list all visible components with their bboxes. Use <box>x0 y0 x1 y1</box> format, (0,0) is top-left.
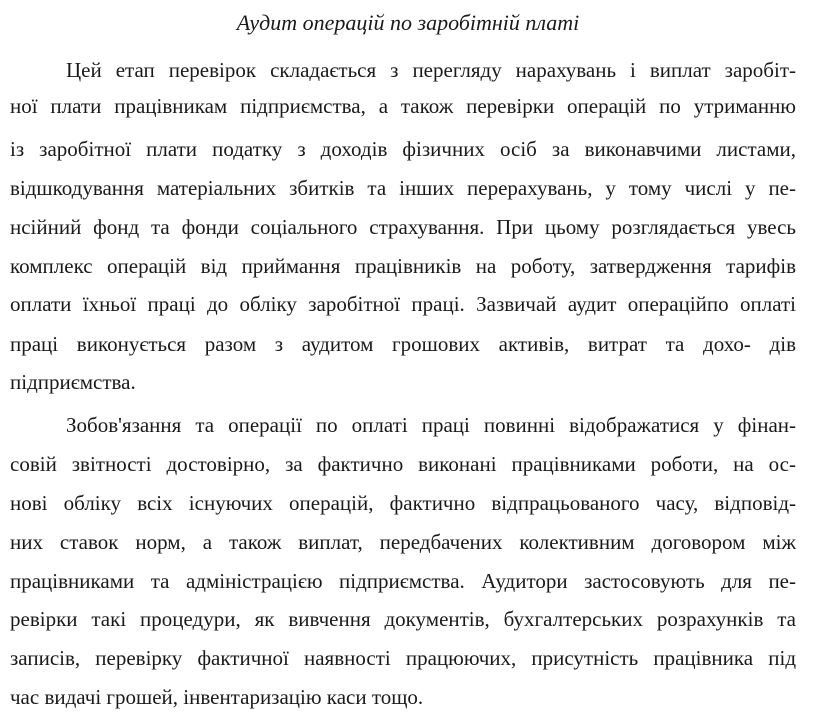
paragraph-2-line-5: працівниками та адміністрацією підприємства. Аудитори застосовують для пе- <box>10 569 796 593</box>
document-title: Аудит операцій по заробітній платі <box>236 10 580 35</box>
paragraph-1-line-1: Цей етап перевірок складається з перегляду нарахувань і виплат заробіт- <box>66 58 796 82</box>
paragraph-1-line-4: відшкодування матеріальних збитків та інших перерахувань, у тому числі у пе- <box>10 176 796 200</box>
paragraph-2-line-3: нові обліку всіх існуючих операцій, фактично відпрацьованого часу, відповід- <box>10 491 796 515</box>
paragraph-1-line-9: підприємства. <box>10 370 136 394</box>
paragraph-2-line-1: Зобов'язання та операції по оплаті праці повинні відображатися у фінан- <box>66 413 796 437</box>
paragraph-2-line-7: записів, перевірку фактичної наявності працюючих, присутність працівника під <box>10 646 796 670</box>
paragraph-1-line-7: оплати їхньої праці до обліку заробітної праці. Зазвичай аудит операційпо оплаті <box>10 292 796 316</box>
paragraph-2-line-4: них ставок норм, а також виплат, передбачених колективним договором між <box>10 530 796 554</box>
paragraph-2-line-8: час видачі грошей, інвентаризацію каси тощо. <box>10 685 424 709</box>
paragraph-2-line-6: ревірки такі процедури, як вивчення документів, бухгалтерських розрахунків та <box>10 607 796 631</box>
paragraph-1-line-2: ної плати працівникам підприємства, а також перевірки операцій по утриманню <box>10 94 796 118</box>
paragraph-2-line-2: совій звітності достовірно, за фактично виконані працівниками роботи, на ос- <box>10 452 796 476</box>
paragraph-1-line-6: комплекс операцій від приймання працівників на роботу, затвердження тарифів <box>10 254 796 278</box>
paragraph-1-line-3: із заробітної плати податку з доходів фізичних осіб за виконавчими листами, <box>10 137 796 161</box>
paragraph-1-line-8: праці виконується разом з аудитом грошових активів, витрат та дохо- дів <box>10 332 796 356</box>
paragraph-1-line-5: нсійний фонд та фонди соціального страхування. При цьому розглядається увесь <box>10 215 796 239</box>
